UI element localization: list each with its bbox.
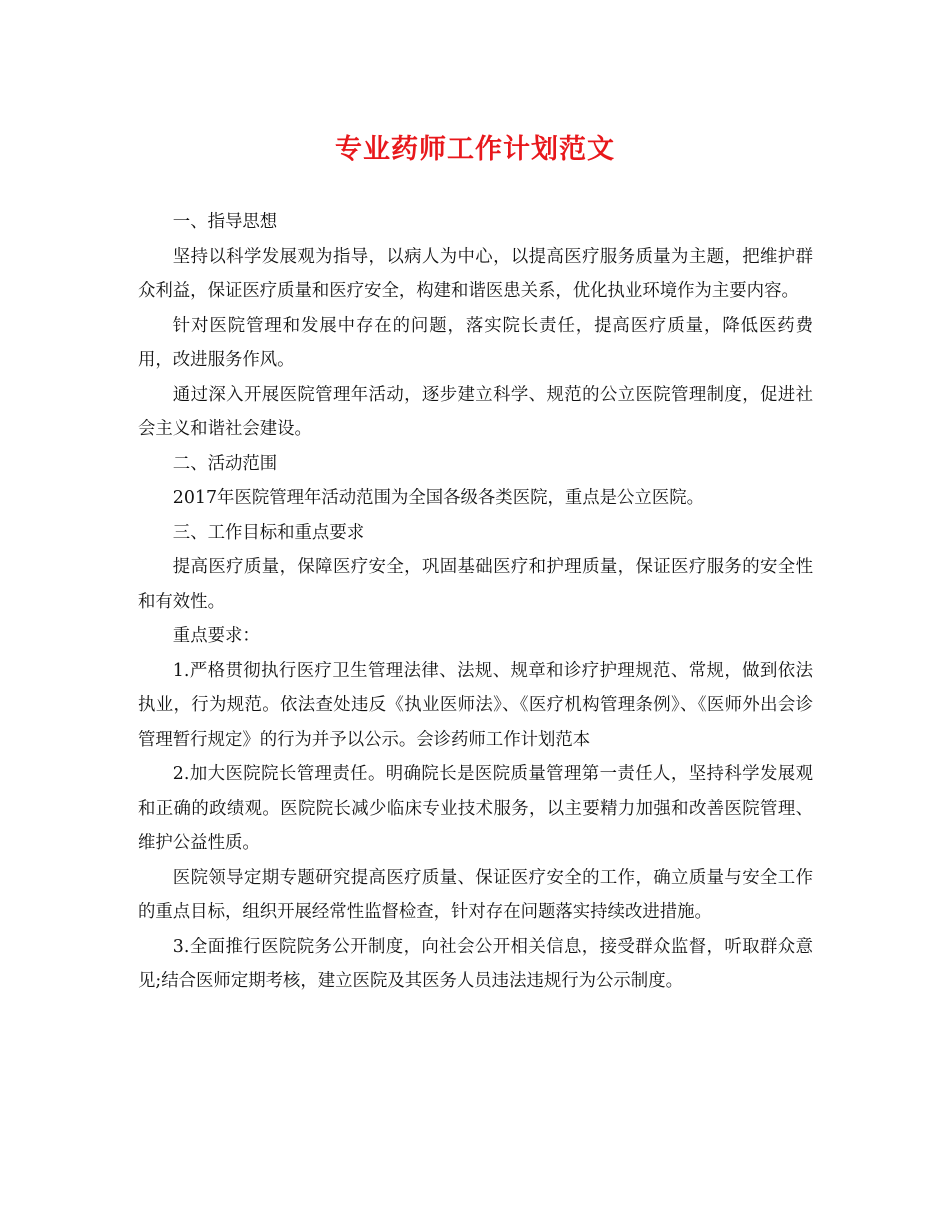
heading-activity-scope: 二、活动范围: [172, 453, 278, 474]
requirement-item-1: 1.严格贯彻执行医疗卫生管理法律、法规、规章和诊疗护理规范、常规，做到依法执业，行为规范。依法查处违反《执业医师法》、《医疗机构管理条例》、《医师外出会诊管理暂行规定》的行为并予以公示。会诊药师工作计划范本: [138, 660, 813, 750]
requirement-item-2: 2.加大医院院长管理责任。明确院长是医院质量管理第一责任人，坚持科学发展观和正确的政绩观。医院院长减少临床专业技术服务，以主要精力加强和改善医院管理、维护公益性质。: [138, 764, 813, 853]
paragraph: 通过深入开展医院管理年活动，逐步建立科学、规范的公立医院管理制度，促进社会主义和谐社会建设。: [138, 384, 813, 439]
requirement-item-3: 3.全面推行医院院务公开制度，向社会公开相关信息，接受群众监督，听取群众意见;结合医师定期考核，建立医院及其医务人员违法违规行为公示制度。: [138, 936, 813, 991]
paragraph: 提高医疗质量，保障医疗安全，巩固基础医疗和护理质量，保证医疗服务的安全性和有效性。: [138, 557, 813, 612]
heading-goals-requirements: 三、工作目标和重点要求: [172, 522, 365, 543]
document-body: [138, 205, 813, 999]
document-title: 专业药师工作计划范文: [335, 134, 615, 165]
paragraph: 针对医院管理和发展中存在的问题，落实院长责任，提高医疗质量，降低医药费用，改进服务作风。: [138, 315, 813, 370]
paragraph: 坚持以科学发展观为指导，以病人为中心，以提高医疗服务质量为主题，把维护群众利益，保证医疗质量和医疗安全，构建和谐医患关系，优化执业环境作为主要内容。: [138, 246, 813, 301]
paragraph: 医院领导定期专题研究提高医疗质量、保证医疗安全的工作，确立质量与安全工作的重点目标，组织开展经常性监督检查，针对存在问题落实持续改进措施。: [138, 867, 813, 922]
paragraph: 2017年医院管理年活动范围为全国各级各类医院，重点是公立医院。: [172, 488, 704, 508]
key-requirements-label: 重点要求：: [172, 626, 260, 646]
heading-guiding-ideology: 一、指导思想: [172, 212, 278, 232]
